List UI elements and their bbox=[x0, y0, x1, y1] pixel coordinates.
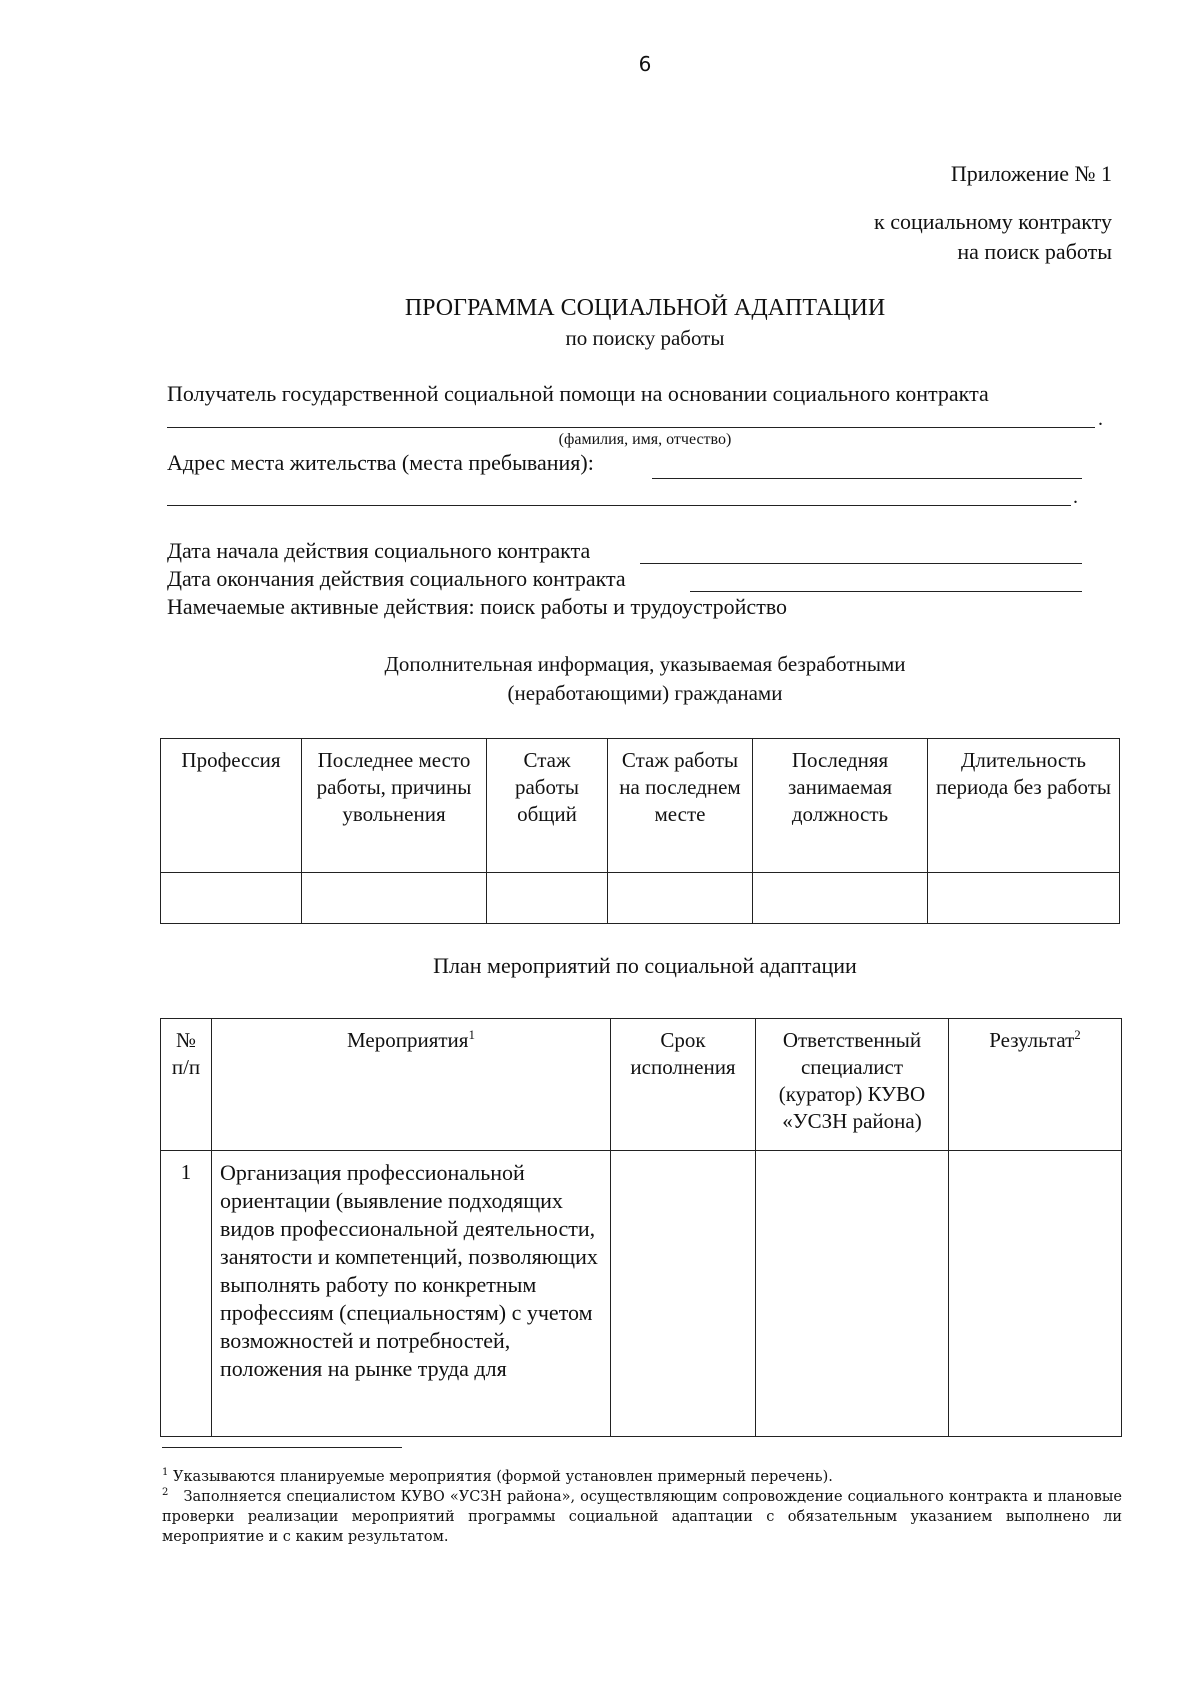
footnote-ref-1: 1 bbox=[468, 1027, 475, 1042]
additional-info-heading-cont: (неработающими) гражданами bbox=[507, 681, 783, 705]
contract-end-line bbox=[690, 591, 1082, 592]
footnotes bbox=[162, 1467, 1122, 1547]
cell-last-position bbox=[753, 873, 928, 924]
recipient-line-period: . bbox=[1098, 408, 1103, 430]
table-row bbox=[161, 1151, 1122, 1437]
header-result-label: Результат bbox=[989, 1028, 1075, 1052]
table-header-row bbox=[161, 739, 1120, 873]
plan-heading: План мероприятий по социальной адаптации bbox=[433, 953, 857, 978]
header-profession: Профессия bbox=[161, 739, 302, 873]
header-last-workplace: Последнее место работы, причины увольнения bbox=[302, 739, 487, 873]
header-last-place-experience: Стаж работы на последнем месте bbox=[608, 739, 753, 873]
header-responsible-specialist: Ответственный специалист (куратор) КУВО «УСЗН района) bbox=[756, 1019, 949, 1151]
address-label: Адрес места жительства (места пребывания): bbox=[167, 450, 594, 475]
cell-total-experience bbox=[487, 873, 608, 924]
contract-start-line bbox=[640, 563, 1082, 564]
appendix-job-search-line: на поиск работы bbox=[957, 239, 1112, 264]
planned-actions: Намечаемые активные действия: поиск работы и трудоустройство bbox=[167, 594, 788, 619]
footnote-ref-2: 2 bbox=[1074, 1027, 1081, 1042]
document-title: ПРОГРАММА СОЦИАЛЬНОЙ АДАПТАЦИИ bbox=[404, 295, 886, 321]
footnote-2-text: Заполняется специалистом КУВО «УСЗН района», осуществляющим сопровождение социального контракта и плановые проверки реализации мероприятий программы социальной адаптации с обязательным указанием выполнено ли мероприятие и с каким результатом. bbox=[162, 1489, 1123, 1545]
document-subtitle: по поиску работы bbox=[565, 326, 725, 350]
appendix-number: Приложение № 1 bbox=[950, 161, 1112, 186]
footnote-1-mark: 1 bbox=[162, 1467, 169, 1479]
header-last-position: Последняя занимаемая должность bbox=[753, 739, 928, 873]
address-line-2 bbox=[167, 505, 1071, 506]
footnote-1-text: Указываются планируемые мероприятия (формой установлен примерный перечень). bbox=[172, 1469, 833, 1485]
header-result bbox=[949, 1019, 1122, 1151]
header-total-experience: Стаж работы общий bbox=[487, 739, 608, 873]
contract-end-label: Дата окончания действия социального контракта bbox=[167, 566, 626, 591]
table-row bbox=[161, 873, 1120, 924]
row-1-activity: Организация профессиональной ориентации (выявление подходящих видов профессиональной деятельности, занятости и компетенций, позволяющих выполнять работу по конкретным профессиям (специальностям) с учетом возможностей и потребностей, положения на рынке труда для bbox=[212, 1151, 611, 1437]
header-activities-label: Мероприятия bbox=[347, 1028, 469, 1052]
recipient-name-line bbox=[167, 427, 1095, 428]
address-line-period: . bbox=[1073, 486, 1078, 508]
row-1-deadline bbox=[611, 1151, 756, 1437]
row-1-number: 1 bbox=[161, 1151, 212, 1437]
additional-info-heading: Дополнительная информация, указываемая безработными bbox=[384, 652, 906, 676]
cell-last-workplace bbox=[302, 873, 487, 924]
unemployed-info-table bbox=[160, 738, 1120, 924]
cell-profession bbox=[161, 873, 302, 924]
table-header-row bbox=[161, 1019, 1122, 1151]
plan-table bbox=[160, 1018, 1122, 1437]
row-1-result bbox=[949, 1151, 1122, 1437]
page-number: 6 bbox=[638, 52, 652, 76]
recipient-caption: (фамилия, имя, отчество) bbox=[558, 431, 732, 448]
row-1-responsible bbox=[756, 1151, 949, 1437]
contract-start-label: Дата начала действия социального контракта bbox=[167, 538, 591, 563]
footnote-separator bbox=[162, 1447, 402, 1448]
header-activities bbox=[212, 1019, 611, 1151]
footnote-1 bbox=[162, 1467, 1122, 1487]
cell-unemployment-duration bbox=[928, 873, 1120, 924]
address-line-1 bbox=[652, 478, 1082, 479]
footnote-2-mark: 2 bbox=[162, 1487, 169, 1499]
cell-last-place-experience bbox=[608, 873, 753, 924]
header-unemployment-duration: Длительность периода без работы bbox=[928, 739, 1120, 873]
footnote-2 bbox=[162, 1487, 1122, 1547]
recipient-label: Получатель государственной социальной помощи на основании социального контракта bbox=[167, 381, 989, 406]
appendix-contract-line: к социальному контракту bbox=[874, 209, 1112, 234]
header-deadline: Срок исполнения bbox=[611, 1019, 756, 1151]
header-number: № п/п bbox=[161, 1019, 212, 1151]
